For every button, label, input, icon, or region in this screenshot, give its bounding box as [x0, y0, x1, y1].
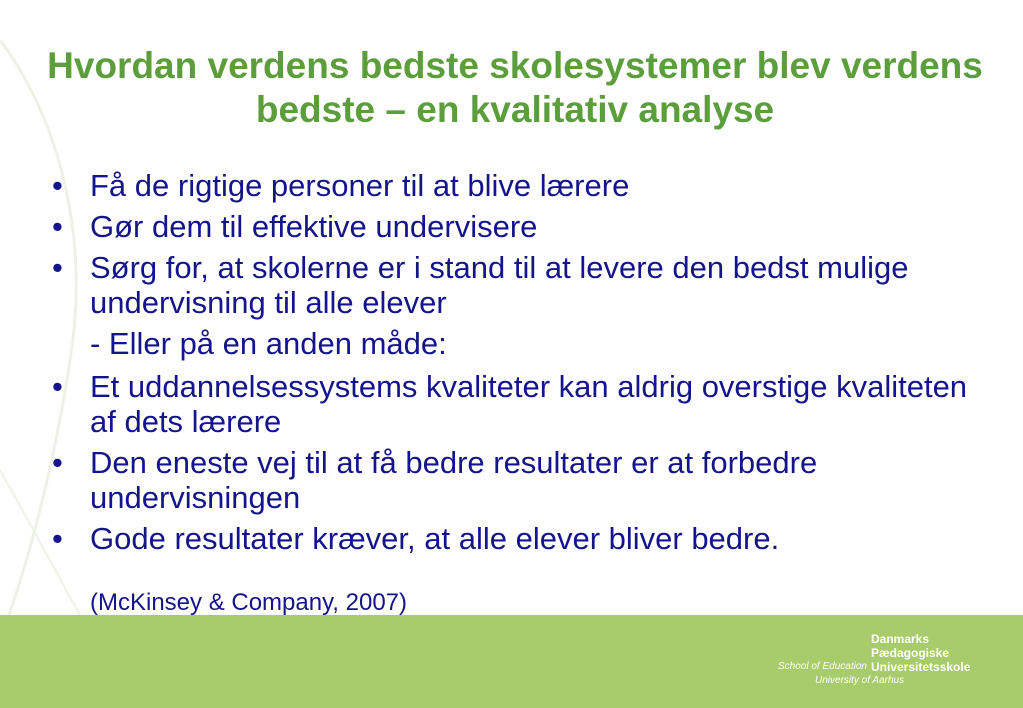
bullet-item — [52, 445, 992, 515]
university-label: University of Aarhus — [815, 675, 905, 686]
sub-note — [52, 326, 992, 361]
bullet-marker: • — [52, 445, 63, 480]
bullet-marker: • — [52, 209, 63, 244]
bullet-item — [52, 369, 992, 439]
bullet-text: Den eneste vej til at få bedre resultater er at forbedre undervisningen — [90, 445, 818, 515]
sub-note-text: - Eller på en anden måde: — [90, 326, 447, 361]
institution-name-line: Pædagogiske — [871, 646, 950, 660]
institution-name-line: Danmarks — [871, 632, 930, 646]
institution-name-line: Universitetsskole — [871, 660, 971, 674]
slide-title: Hvordan verdens bedste skolesystemer blev verdens bedste – en kvalitativ analyse — [47, 45, 983, 130]
bullet-item — [52, 168, 992, 203]
bullet-marker: • — [52, 250, 63, 285]
institution-name — [871, 632, 970, 674]
citation: (McKinsey & Company, 2007) — [90, 589, 408, 616]
bullet-text: Få de rigtige personer til at blive lærere — [90, 168, 630, 203]
bullet-item — [52, 250, 992, 320]
bullet-text: Et uddannelsessystems kvaliteter kan aldrig overstige kvaliteten af dets lærere — [90, 369, 968, 439]
bullet-text: Gør dem til effektive undervisere — [90, 209, 538, 244]
bullet-item — [52, 521, 992, 556]
school-of-education-label: School of Education — [778, 661, 867, 672]
bullet-marker: • — [52, 168, 63, 203]
bullet-item — [52, 209, 992, 244]
bullet-text: Sørg for, at skolerne er i stand til at levere den bedst mulige undervisning til alle elever — [90, 250, 909, 320]
bullet-list — [52, 168, 992, 562]
bullet-marker: • — [52, 369, 63, 404]
bullet-text: Gode resultater kræver, at alle elever bliver bedre. — [90, 521, 780, 556]
institution-logo — [760, 632, 1000, 692]
bullet-marker: • — [52, 521, 63, 556]
